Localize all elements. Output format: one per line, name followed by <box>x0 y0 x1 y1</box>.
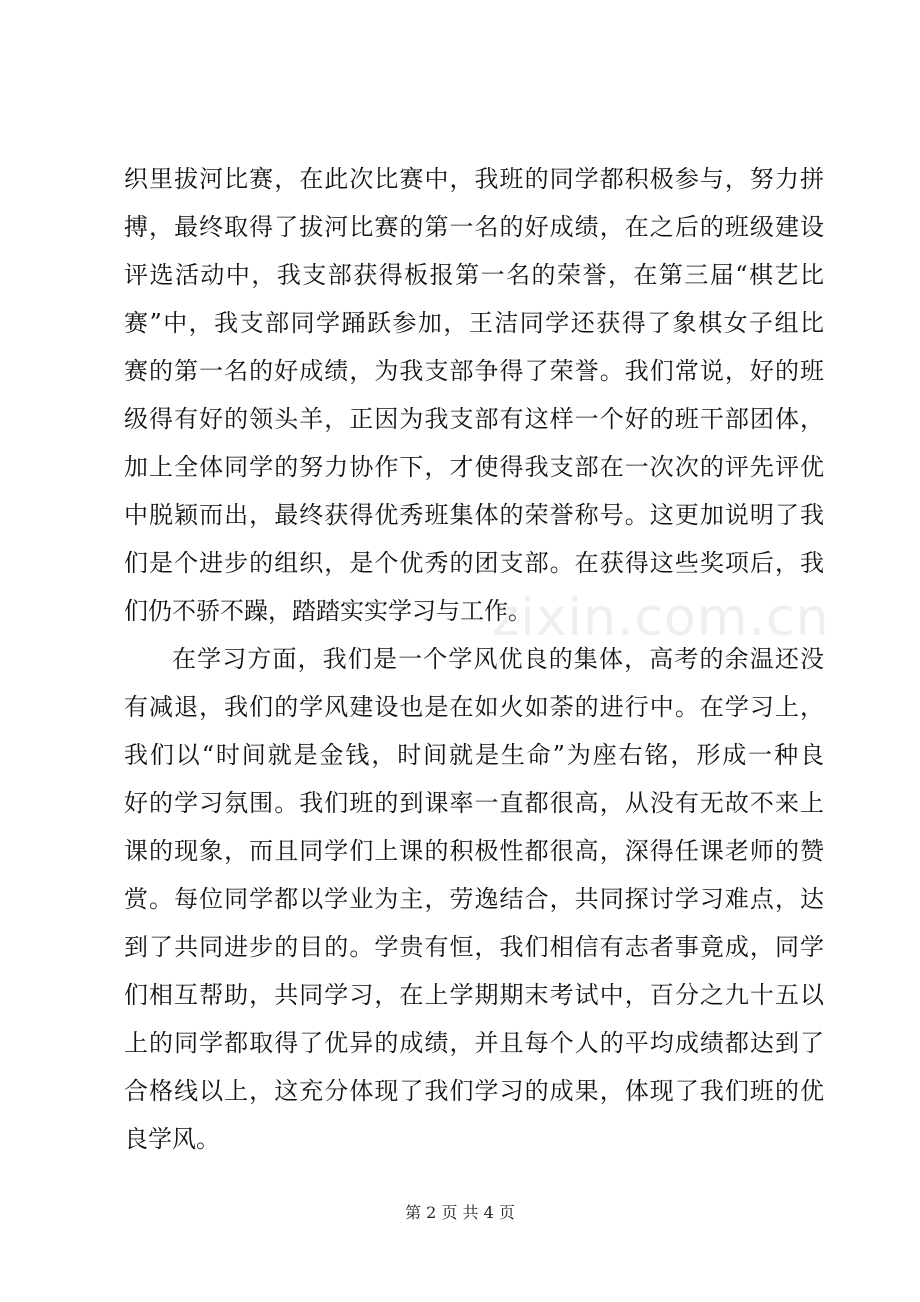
text-line: 赛”中，我支部同学踊跃参加，王洁同学还获得了象棋女子组比 <box>124 309 824 337</box>
text-line: 们相互帮助，共同学习，在上学期期末考试中，百分之九十五以 <box>124 981 824 1009</box>
page-footer: 第 2 页 共 4 页 <box>405 1203 515 1222</box>
text-line: 赏。每位同学都以学业为主，劳逸结合，共同探讨学习难点，达 <box>124 885 824 913</box>
text-line: 我们以“时间就是金钱，时间就是生命”为座右铭，形成一种良 <box>124 741 824 769</box>
text-line: 合格线以上，这充分体现了我们学习的成果，体现了我们班的优 <box>124 1077 824 1105</box>
text-line: 上的同学都取得了优异的成绩，并且每个人的平均成绩都达到了 <box>124 1029 824 1057</box>
text-line: 好的学习氛围。我们班的到课率一直都很高，从没有无故不来上 <box>124 789 824 817</box>
text-line: 中脱颖而出，最终获得优秀班集体的荣誉称号。这更加说明了我 <box>124 501 824 529</box>
text-line: 在学习方面，我们是一个学风优良的集体，高考的余温还没 <box>172 645 824 673</box>
text-line: 有减退，我们的学风建设也是在如火如荼的进行中。在学习上， <box>124 693 824 721</box>
text-line: 评选活动中，我支部获得板报第一名的荣誉，在第三届“棋艺比 <box>124 261 824 289</box>
text-line: 加上全体同学的努力协作下，才使得我支部在一次次的评先评优 <box>124 453 824 481</box>
text-line: 们仍不骄不躁，踏踏实实学习与工作。 <box>124 597 532 625</box>
text-line: 们是个进步的组织，是个优秀的团支部。在获得这些奖项后，我 <box>124 549 824 577</box>
text-line: 良学风。 <box>124 1125 220 1153</box>
body-text <box>124 155 824 1163</box>
text-line: 赛的第一名的好成绩，为我支部争得了荣誉。我们常说，好的班 <box>124 357 824 385</box>
text-line: 搏，最终取得了拔河比赛的第一名的好成绩，在之后的班级建设 <box>124 213 824 241</box>
watermark: zixin.com.cn <box>492 588 830 648</box>
text-line: 课的现象，而且同学们上课的积极性都很高，深得任课老师的赞 <box>124 837 824 865</box>
text-line: 到了共同进步的目的。学贵有恒，我们相信有志者事竟成，同学 <box>124 933 824 961</box>
text-line: 级得有好的领头羊，正因为我支部有这样一个好的班干部团体， <box>124 405 824 433</box>
text-line: 织里拔河比赛，在此次比赛中，我班的同学都积极参与，努力拼 <box>124 165 824 193</box>
